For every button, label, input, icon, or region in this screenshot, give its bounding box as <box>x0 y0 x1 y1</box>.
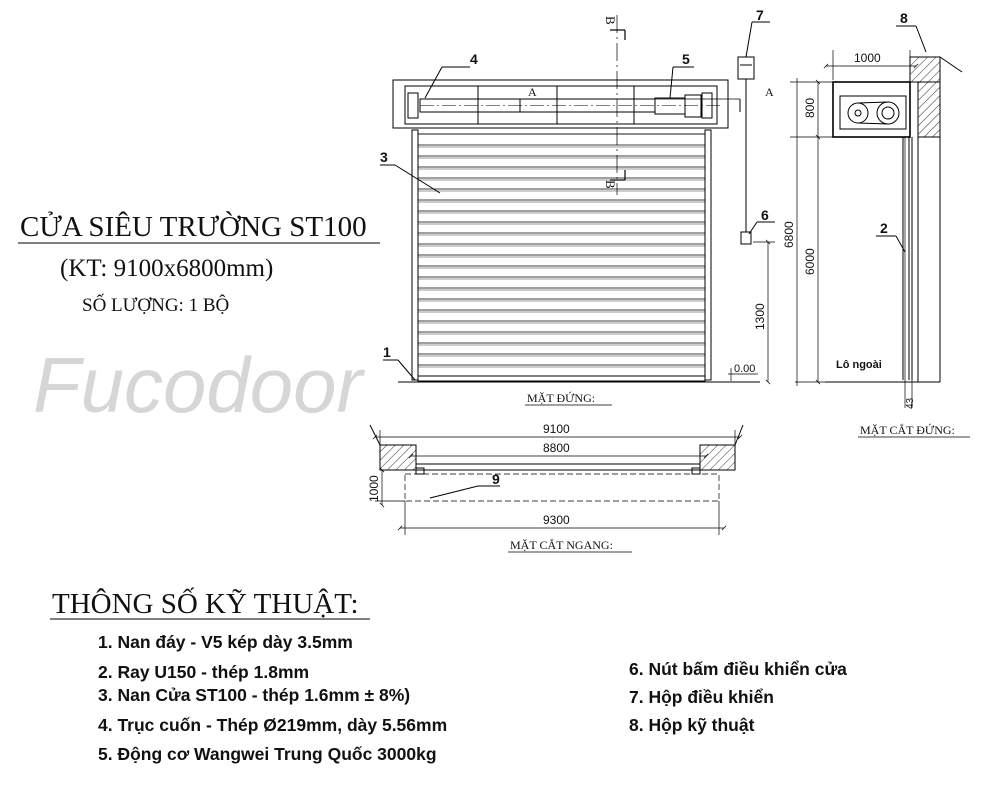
dim-rail-gap: 43 <box>905 397 916 409</box>
horizontal-section <box>367 422 743 552</box>
motor-circle <box>877 102 899 124</box>
plan-section-label: MẶT CẮT NGANG: <box>510 538 613 552</box>
bottom-bar <box>418 376 705 381</box>
title-main: CỬA SIÊU TRƯỜNG ST100 <box>20 211 367 243</box>
dim-plan-clear: 8800 <box>543 441 570 455</box>
spec-item-2: 2. Ray U150 - thép 1.8mm <box>98 662 310 682</box>
dim-plan-depth: 1000 <box>367 475 381 502</box>
section-b-top: B <box>603 16 618 25</box>
section-a-left: A <box>528 85 537 99</box>
left-pier <box>380 445 416 470</box>
watermark: Fucodoor <box>33 341 363 429</box>
callout-2: 2 <box>880 220 888 236</box>
callout-1: 1 <box>383 344 391 360</box>
plan-box-outline <box>405 474 719 501</box>
title-block <box>18 210 380 316</box>
specifications <box>50 586 847 764</box>
callout-4: 4 <box>470 51 478 67</box>
dim-plan-total: 9300 <box>543 513 570 527</box>
callout-6: 6 <box>761 207 769 223</box>
front-elevation <box>380 7 775 405</box>
dim-opening-height: 6000 <box>803 248 817 275</box>
side-section-label: MẶT CẮT ĐỨNG: <box>860 423 955 437</box>
right-pier <box>700 445 735 470</box>
section-b-bottom: B <box>603 180 618 189</box>
dim-control-height: 1300 <box>753 303 767 330</box>
control-box <box>738 57 754 79</box>
left-rail <box>412 130 418 380</box>
dim-box-depth: 1000 <box>854 51 881 65</box>
callout-5: 5 <box>682 51 690 67</box>
dim-box-height: 800 <box>803 97 817 118</box>
callout-9: 9 <box>492 471 500 487</box>
section-a-right: A <box>765 85 774 99</box>
spec-item-8: 8. Hộp kỹ thuật <box>629 715 755 735</box>
callout-8: 8 <box>900 10 908 26</box>
door-slats <box>418 134 705 376</box>
spec-item-7: 7. Hộp điều khiển <box>629 687 774 707</box>
dim-elevation-zero: 0.00 <box>734 363 756 375</box>
wall-hatched <box>910 57 940 137</box>
roller-circle <box>848 103 868 123</box>
shaft-bracket-left <box>408 93 418 118</box>
callout-3: 3 <box>380 149 388 165</box>
spec-item-6: 6. Nút bấm điều khiển cửa <box>629 659 847 679</box>
front-view-label: MẶT ĐỨNG: <box>527 391 596 405</box>
vertical-section <box>782 10 970 437</box>
spec-item-5: 5. Động cơ Wangwei Trung Quốc 3000kg <box>98 744 437 764</box>
side-note: Lô ngoài <box>836 359 882 371</box>
plan-door-leaf <box>416 464 700 470</box>
title-size: (KT: 9100x6800mm) <box>60 255 274 282</box>
top-box-outer <box>393 80 728 128</box>
spec-item-3: 3. Nan Cửa ST100 - thép 1.6mm ± 8%) <box>98 685 411 705</box>
callout-7: 7 <box>756 7 764 23</box>
spec-item-4: 4. Trục cuốn - Thép Ø219mm, dày 5.56mm <box>98 715 448 735</box>
right-rail <box>705 130 711 380</box>
dim-total-height: 6800 <box>782 221 796 248</box>
motor <box>655 98 685 114</box>
title-quantity: SỐ LƯỢNG: 1 BỘ <box>82 295 230 316</box>
dim-plan-outer: 9100 <box>543 422 570 436</box>
spec-item-1: 1. Nan đáy - V5 kép dày 3.5mm <box>98 632 353 652</box>
specs-heading: THÔNG SỐ KỸ THUẬT: <box>52 588 359 620</box>
